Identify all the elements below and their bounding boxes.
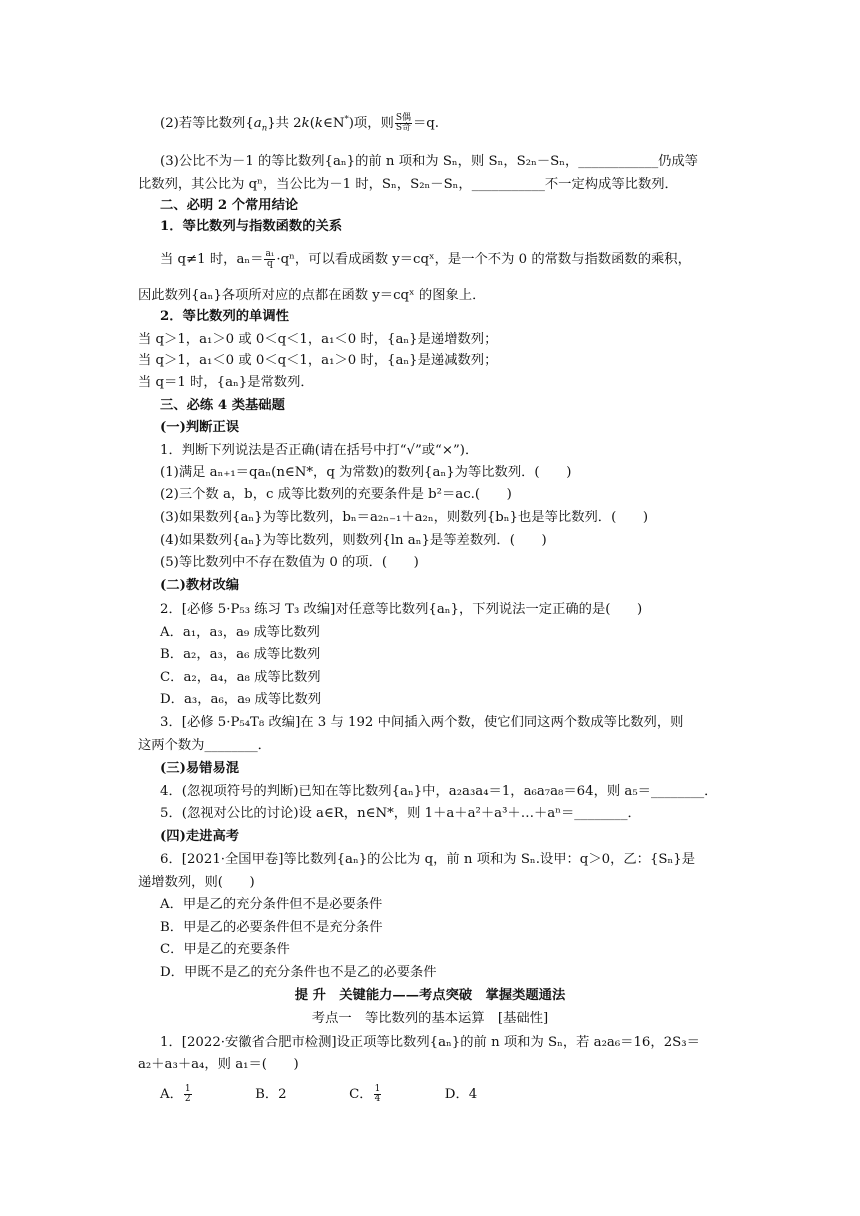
fraction-numerator: 1	[184, 1084, 191, 1094]
text-line: (3)公比不为－1 的等比数列{aₙ}的前 n 项和为 Sₙ，则 Sₙ，S₂ₙ－Sₙ，____________仍成等	[160, 154, 698, 169]
text-span: (	[309, 116, 315, 131]
option-line: C．a₂，a₄，a₈ 成等比数列	[160, 670, 321, 685]
question-line: 5．(忽视对公比的讨论)设 a∈R，n∈N*，则 1＋a＋a²＋a³＋…＋aⁿ＝________．	[160, 806, 641, 821]
question-line: (2)三个数 a，b，c 成等比数列的充要条件是 b²＝ac.( )	[160, 487, 512, 502]
option-label: A．	[160, 1087, 183, 1102]
question-line: 3．[必修 5·P₅₄T₈ 改编]在 3 与 192 中间插入两个数，使它们同这两个数成等比数列，则	[160, 715, 684, 730]
option-line: C．甲是乙的充要条件	[160, 942, 290, 957]
option-line: D．a₃，a₆，a₉ 成等比数列	[160, 692, 322, 707]
option-a	[160, 1084, 193, 1104]
text-line-ratio: (2)若等比数列$\{a_n\}$共 2k(k∈N*)项，则 $\frac{\text{S偶}}{\text{S奇}}$ ＝q.	[160, 113, 440, 134]
fraction-one-half	[184, 1085, 192, 1104]
option-line: D．甲既不是乙的充分条件也不是乙的必要条件	[160, 965, 437, 980]
fraction-denominator: q	[267, 259, 273, 269]
text-line: 比数列，其公比为 qⁿ，当公比为－1 时，Sₙ，S₂ₙ－Sₙ，___________不一定构成等比数列．	[138, 177, 678, 192]
question-line: 6．[2021·全国甲卷]等比数列{aₙ}的公比为 q，前 n 项和为 Sₙ.设甲：q＞0，乙：{Sₙ}是	[160, 852, 696, 867]
option-line: B．甲是乙的必要条件但不是充分条件	[160, 920, 383, 935]
fraction-numerator: 1	[374, 1084, 381, 1094]
fraction-numerator: a₁	[265, 249, 275, 259]
question-line: 1．[2022·安徽省合肥市检测]设正项等比数列{aₙ}的前 n 项和为 Sₙ，若 a₂a₆＝16，2S₃＝	[160, 1035, 700, 1050]
text-span: )项，则	[348, 116, 394, 131]
text-line: 当 q＞1，a₁＞0 或 0＜q＜1，a₁＜0 时，{aₙ}是递增数列；	[138, 332, 498, 347]
option-line: A．a₁，a₃，a₉ 成等比数列	[160, 625, 320, 640]
fraction-one-quarter	[374, 1085, 382, 1104]
var-k: k	[301, 116, 310, 131]
text-line: 因此数列{aₙ}各项所对应的点都在函数 y＝cqˣ 的图象上．	[138, 288, 486, 303]
question-line: 4．(忽视项符号的判断)已知在等比数列{aₙ}中，a₂a₃a₄＝1，a₆a₇a₈＝64，则 a₅＝________．	[160, 784, 718, 799]
text-span: ∈N	[322, 116, 345, 131]
question-line: (3)如果数列{aₙ}为等比数列，bₙ＝a₂ₙ₋₁＋a₂ₙ，则数列{bₙ}也是等比数列．( )	[160, 510, 649, 525]
text-line-exp	[160, 250, 740, 270]
text-span: ＝q.	[412, 116, 440, 131]
question-line: 1．判断下列说法是否正确(请在括号中打“√”或“×”)．	[160, 443, 479, 458]
subsection-heading: 2．等比数列的单调性	[160, 309, 289, 324]
subsection-heading: 1．等比数列与指数函数的关系	[160, 219, 343, 234]
section-title: 提 升 关键能力——考点突破 掌握类题通法	[294, 988, 566, 1003]
question-line: 2．[必修 5·P₅₃ 练习 T₃ 改编]对任意等比数列{aₙ}，下列说法一定正确的是( )	[160, 602, 643, 617]
text-span: 当 q≠1 时，aₙ＝	[160, 252, 264, 267]
option-b: B．2	[255, 1087, 287, 1102]
subsection-heading: (一)判断正误	[160, 420, 240, 435]
var-k: k	[314, 116, 323, 131]
fraction-denominator: 2	[184, 1094, 191, 1104]
fraction-numerator: S偶	[395, 113, 411, 123]
question-line: a₂＋a₃＋a₄，则 a₁＝( )	[138, 1057, 299, 1072]
fraction-denominator: S奇	[395, 123, 411, 133]
var-an: $a_n$	[253, 116, 268, 134]
text-span: }共 2	[267, 116, 302, 131]
option-c	[349, 1084, 382, 1104]
subsection-heading: (二)教材改编	[160, 578, 240, 593]
section-heading: 二、必明 2 个常用结论	[160, 198, 299, 213]
option-label: C．	[349, 1087, 373, 1102]
option-d: D．4	[444, 1087, 478, 1102]
text-line: 当 q＞1，a₁＜0 或 0＜q＜1，a₁＞0 时，{aₙ}是递减数列；	[138, 353, 498, 368]
question-line: 递增数列，则( )	[138, 875, 255, 890]
text-line: 当 q＝1 时，{aₙ}是常数列．	[138, 375, 314, 390]
question-line: 这两个数为________．	[138, 738, 271, 753]
fraction-a1-q	[264, 250, 275, 269]
question-line: (5)等比数列中不存在数值为 0 的项．( )	[160, 555, 419, 570]
option-line: A．甲是乙的充分条件但不是必要条件	[160, 897, 383, 912]
topic-title: 考点一 等比数列的基本运算 [基础性]	[311, 1011, 549, 1026]
text-span: ·qⁿ，可以看成函数 y＝cqˣ，是一个不为 0 的常数与指数函数的乘积，	[276, 252, 691, 267]
fraction-denominator: 4	[374, 1094, 381, 1104]
question-line: (4)如果数列{aₙ}为等比数列，则数列{ln aₙ}是等差数列．( )	[160, 533, 547, 548]
section-heading: 三、必练 4 类基础题	[160, 398, 285, 413]
text-span: (2)若等比数列{	[160, 116, 254, 131]
fraction-even-odd	[395, 114, 412, 133]
question-line: (1)满足 aₙ₊₁＝qaₙ(n∈N*，q 为常数)的数列{aₙ}为等比数列．( )	[160, 465, 572, 480]
options-row	[160, 1085, 740, 1105]
subsection-heading: (四)走进高考	[160, 829, 240, 844]
option-line: B．a₂，a₃，a₆ 成等比数列	[160, 647, 321, 662]
subsection-heading: (三)易错易混	[160, 761, 240, 776]
